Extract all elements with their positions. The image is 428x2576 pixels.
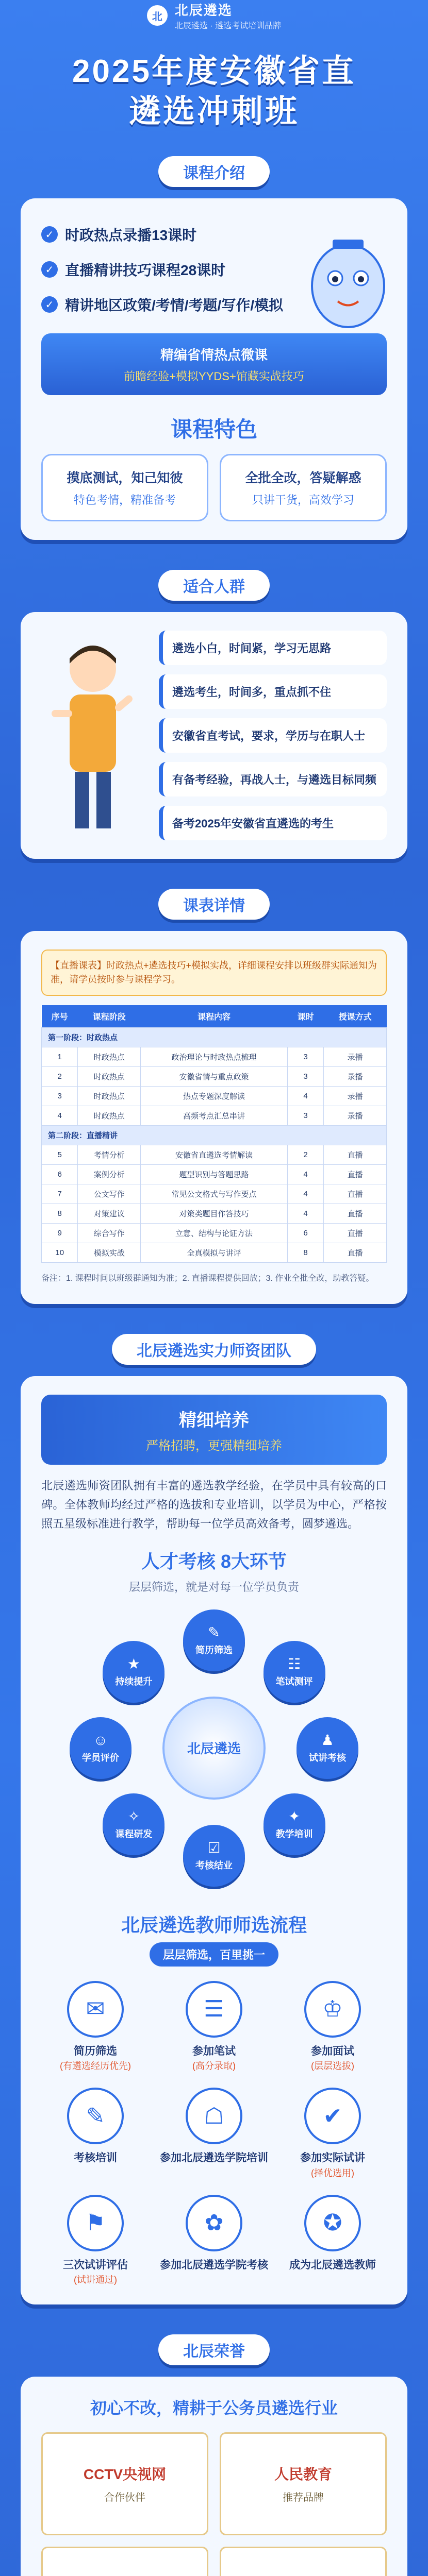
flow-step-icon: ☖ [186,2088,242,2144]
hero [0,31,428,147]
honor-subtitle: 推荐品牌 [283,2492,324,2504]
table-cell: 综合写作 [78,1224,141,1243]
flow-step-name: 参加面试 [311,2045,354,2057]
table-cell: 2 [42,1067,78,1087]
flow-step-name: 参加笔试 [192,2045,236,2057]
feature-line2: 只讲干货，高效学习 [252,494,354,506]
ring-node [264,1793,325,1855]
brand-logo-icon: 北 [147,5,168,26]
flow-step-icon: ✿ [186,2195,242,2251]
honor-certificate [220,2432,387,2535]
intro-item-text: 精讲地区政策/考情/考题/写作/模拟 [65,297,284,313]
schedule-heading: 课表详情 [158,889,270,920]
flow-grid [41,1981,387,2286]
table-cell: 2 [287,1145,323,1165]
ring-node-label: 笔试测评 [275,1676,313,1687]
flow-step [278,2195,387,2286]
table-cell: 9 [42,1224,78,1243]
audience-card [21,612,407,859]
honors-head [0,2325,428,2377]
table-cell: 4 [287,1165,323,1184]
ring-node [183,1609,245,1671]
flow-step [160,2088,268,2179]
assessment-ring [54,1604,374,1892]
highlight-box [41,333,387,395]
ring-node-label: 考核结业 [195,1860,233,1871]
honors-tagline: 初心不改，精耕于公务员遴选行业 [90,2398,338,2417]
audience-wrap [41,631,387,840]
feature-line1: 全批全改，答疑解惑 [245,471,361,485]
ring-node-label: 课程研发 [115,1829,153,1840]
audience-head [0,561,428,612]
ring-node-icon: ♟ [321,1732,334,1749]
table-cell: 1 [42,1047,78,1067]
ring-node-label: 简历筛选 [195,1645,233,1656]
feature-grid [41,454,387,521]
flow-title: 北辰遴选教师师选流程 [121,1914,307,1936]
teachers-banner-title: 精细培养 [179,1410,249,1430]
group-label: 第一阶段：时政热点 [42,1028,387,1047]
teachers-banner [41,1395,387,1465]
flow-step-icon: ☰ [186,1981,242,2038]
flow-step [160,2195,268,2286]
table-cell: 考情分析 [78,1145,141,1165]
ring-node-icon: ✎ [208,1624,220,1641]
table-group-row [42,1028,387,1047]
table-cell: 录播 [324,1067,387,1087]
table-cell: 3 [287,1067,323,1087]
flow-step [278,2088,387,2179]
check-icon: ✓ [41,226,58,243]
table-cell: 时政热点 [78,1106,141,1126]
flow-step-name: 参加北辰遴选学院培训 [160,2152,268,2164]
ring-node-icon: ☷ [288,1656,301,1672]
column-header: 课时 [287,1005,323,1028]
intro-item-text: 时政热点录播13课时 [65,227,197,243]
table-cell: 直播 [324,1224,387,1243]
ring-node [297,1717,358,1779]
ring-node [103,1793,164,1855]
hero-title-line2: 遴选冲刺班 [128,93,299,129]
flow-subtitle-wrap [41,1942,387,1967]
table-cell: 时政热点 [78,1047,141,1067]
table-header-row [42,1005,387,1028]
table-cell: 对策建议 [78,1204,141,1224]
feature-line2: 特色考情，精准备考 [73,494,176,506]
table-cell: 直播 [324,1204,387,1224]
table-cell: 8 [287,1243,323,1263]
table-cell: 时政热点 [78,1087,141,1106]
table-cell: 3 [42,1087,78,1106]
table-cell: 对策类题目作答技巧 [141,1204,288,1224]
table-group-row [42,1126,387,1145]
honor-subtitle: 合作伙伴 [104,2492,145,2504]
schedule-body [42,1028,387,1263]
table-row [42,1204,387,1224]
brand-subtitle: 北辰遴选 · 遴选考试培训品牌 [174,22,282,30]
table-cell: 全真模拟与讲评 [141,1243,288,1263]
flow-step-name: 参加北辰遴选学院考核 [160,2259,268,2271]
flow-step-name: 参加实际试讲 [300,2152,365,2164]
table-row [42,1067,387,1087]
ring-node-icon: ☺ [93,1732,108,1748]
schedule-head [0,879,428,931]
hero-title-line1: 2025年度安徽省直 [72,54,356,89]
flow-step-extra: (高分录取) [192,2061,236,2072]
intro-card [21,198,407,540]
table-cell: 5 [42,1145,78,1165]
flow-step-name: 考核培训 [74,2152,117,2164]
table-cell: 公文写作 [78,1184,141,1204]
table-cell: 录播 [324,1106,387,1126]
table-cell: 安徽省直遴选考情解读 [141,1145,288,1165]
intro-heading: 课程介绍 [158,156,270,187]
brand-bar [0,0,428,31]
flow-badge: 层层筛选，百里挑一 [150,1942,278,1967]
ring-node [264,1641,325,1703]
teachers-heading: 北辰遴选实力师资团队 [112,1334,316,1365]
audience-heading: 适合人群 [158,570,270,601]
ring-node-label: 试讲考核 [309,1753,346,1764]
ring-center: 北辰遴选 [162,1697,266,1800]
table-cell: 8 [42,1204,78,1224]
flow-step-icon: ♔ [304,1981,361,2038]
table-cell: 题型识别与答题思路 [141,1165,288,1184]
ring-node [103,1641,164,1703]
audience-item: 安徽省直考试，要求，学历与在职人士 [159,718,387,753]
ring-node-icon: ✧ [127,1808,140,1825]
table-cell: 时政热点 [78,1067,141,1087]
table-cell: 3 [287,1106,323,1126]
table-cell: 10 [42,1243,78,1263]
table-row [42,1165,387,1184]
honors-card [21,2377,407,2576]
check-icon: ✓ [41,261,58,278]
honor-title: 人民教育 [274,2466,332,2483]
table-cell: 直播 [324,1165,387,1184]
flow-step-extra: (层层选拔) [311,2061,354,2072]
honor-certificate [41,2432,208,2535]
ring-subtitle: 层层筛选，就是对每一位学员负责 [128,1580,299,1594]
table-cell: 政治理论与时政热点梳理 [141,1047,288,1067]
table-cell: 6 [287,1224,323,1243]
table-row [42,1106,387,1126]
flow-step-name: 成为北辰遴选教师 [289,2259,376,2271]
audience-item: 有备考经验，再战人士，与遴选目标同频 [159,762,387,796]
table-cell: 4 [287,1204,323,1224]
audience-list [159,631,387,840]
intro-item-text: 直播精讲技巧课程28课时 [65,262,226,278]
honor-grid [41,2432,387,2576]
table-row [42,1087,387,1106]
table-cell: 4 [42,1106,78,1126]
column-header: 课程阶段 [78,1005,141,1028]
ring-title: 人才考核 8大环节 [141,1550,287,1572]
flow-step [41,2195,150,2286]
features-title: 课程特色 [170,417,257,442]
table-cell: 高频考点汇总串讲 [141,1106,288,1126]
honor-title: CCTV央视网 [83,2466,167,2483]
feature-card [220,454,387,521]
teachers-description: 北辰遴选师资团队拥有丰富的遴选教学经验，在学员中具有较高的口碑。全体教师均经过严格的选拔和专业培训，以学员为中心，严格按照五星级标准进行教学，帮助每一位学员高效备考，圆梦遴选。 [41,1479,387,1531]
table-cell: 7 [42,1184,78,1204]
flow-step [160,1981,268,2072]
audience-item: 遴选小白，时间紧，学习无思路 [159,631,387,665]
feature-line1: 摸底测试，知己知彼 [67,471,183,485]
flow-step-name: 三次试讲评估 [63,2259,128,2271]
flow-step-icon: ✎ [67,2088,124,2144]
column-header: 序号 [42,1005,78,1028]
group-label: 第二阶段：直播精讲 [42,1126,387,1145]
highlight-title: 精编省情热点微课 [160,347,268,363]
flow-step-icon: ✪ [304,2195,361,2251]
table-cell: 立意、结构与论证方法 [141,1224,288,1243]
table-row [42,1047,387,1067]
table-cell: 常见公文格式与写作要点 [141,1184,288,1204]
flow-step-name: 简历筛选 [74,2045,117,2057]
flow-step-extra: (有遴选经历优先) [60,2061,131,2072]
honor-certificate [41,2547,208,2576]
flow-step [41,1981,150,2072]
brand-name: 北辰遴选 [174,3,233,18]
table-row [42,1224,387,1243]
ring-node [183,1825,245,1887]
schedule-table [41,1005,387,1263]
flow-step-extra: (择优选用) [311,2167,354,2178]
intro-head [0,147,428,198]
brand-text [175,0,281,31]
table-cell: 4 [287,1184,323,1204]
ring-node-label: 持续提升 [115,1676,153,1687]
table-cell: 热点专题深度解读 [141,1087,288,1106]
table-row [42,1184,387,1204]
student-figure-icon [41,633,144,839]
ring-node-label: 学员评价 [82,1752,119,1763]
table-row [42,1145,387,1165]
table-cell: 6 [42,1165,78,1184]
table-row [42,1243,387,1263]
ring-node-icon: ✦ [288,1808,301,1825]
schedule-card [21,931,407,1304]
table-cell: 直播 [324,1184,387,1204]
mascot-icon [304,229,392,332]
table-cell: 3 [287,1047,323,1067]
table-cell: 模拟实战 [78,1243,141,1263]
teachers-card [21,1376,407,2304]
flow-step [41,2088,150,2179]
flow-step-icon: ✉ [67,1981,124,2038]
check-icon: ✓ [41,296,58,313]
flow-step-icon: ⚑ [67,2195,124,2251]
teachers-head [0,1325,428,1376]
table-cell: 录播 [324,1047,387,1067]
ring-node-label: 教学培训 [275,1829,313,1840]
highlight-subtitle: 前瞻经验+模拟YYDS+馆藏实战技巧 [124,370,304,383]
flow-step-icon: ✔ [304,2088,361,2144]
audience-item: 遴选考生，时间多，重点抓不住 [159,674,387,709]
teachers-banner-subtitle: 严格招聘，更强精细培养 [146,1438,282,1453]
honors-heading: 北辰荣誉 [158,2334,270,2365]
schedule-note: 备注：1. 课程时间以班级群通知为准；2. 直播课程提供回放；3. 作业全批全改，助教答疑。 [41,1274,374,1283]
column-header: 课程内容 [141,1005,288,1028]
ring-node-icon: ☑ [207,1840,221,1856]
table-cell: 安徽省情与重点政策 [141,1067,288,1087]
table-cell: 4 [287,1087,323,1106]
table-cell: 直播 [324,1145,387,1165]
table-cell: 直播 [324,1243,387,1263]
flow-step [278,1981,387,2072]
flow-step-extra: (试讲通过) [74,2274,117,2285]
ring-node-icon: ★ [127,1656,140,1672]
column-header: 授课方式 [324,1005,387,1028]
schedule-notice: 【直播课表】时政热点+遴选技巧+模拟实战，详细课程安排以班级群实际通知为准，请学员按时参与课程学习。 [41,950,387,996]
ring-node [70,1717,131,1779]
audience-item: 备考2025年安徽省直遴选的考生 [159,806,387,840]
honor-certificate [220,2547,387,2576]
feature-card [41,454,208,521]
table-cell: 录播 [324,1087,387,1106]
table-cell: 案例分析 [78,1165,141,1184]
